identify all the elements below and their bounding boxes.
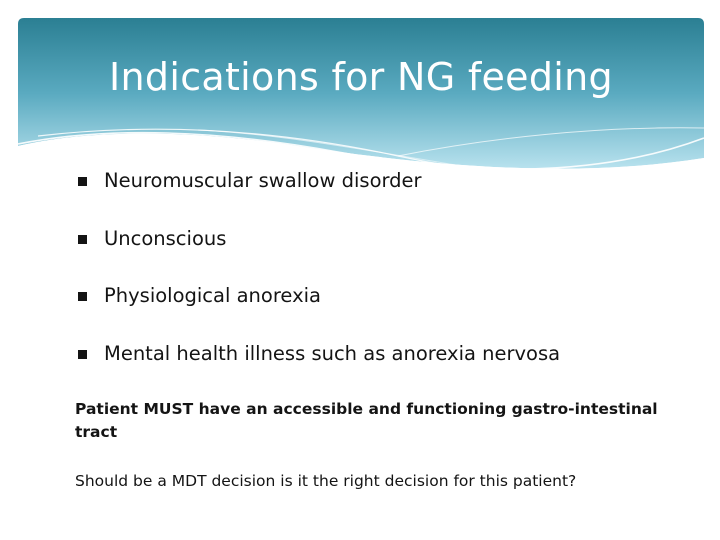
- decision-note: Should be a MDT decision is it the right decision for this patient?: [75, 472, 577, 490]
- square-bullet-icon: [78, 292, 87, 301]
- bullet-item: [76, 164, 696, 222]
- bullet-item: [76, 279, 696, 337]
- bullet-label: Neuromuscular swallow disorder: [104, 169, 422, 192]
- bullet-label: Physiological anorexia: [104, 284, 321, 307]
- bullet-item: [76, 222, 696, 280]
- bullet-item: [76, 337, 696, 395]
- bullet-label: Mental health illness such as anorexia nervosa: [104, 341, 561, 365]
- slide-title: Indications for NG feeding: [109, 55, 613, 99]
- requirement-note: Patient MUST have an accessible and functioning gastro-intestinal tract: [75, 400, 658, 441]
- square-bullet-icon: [78, 235, 87, 244]
- bullet-label: Unconscious: [104, 226, 227, 250]
- bullet-list: [76, 164, 696, 394]
- square-bullet-icon: [78, 177, 87, 186]
- square-bullet-icon: [78, 350, 87, 359]
